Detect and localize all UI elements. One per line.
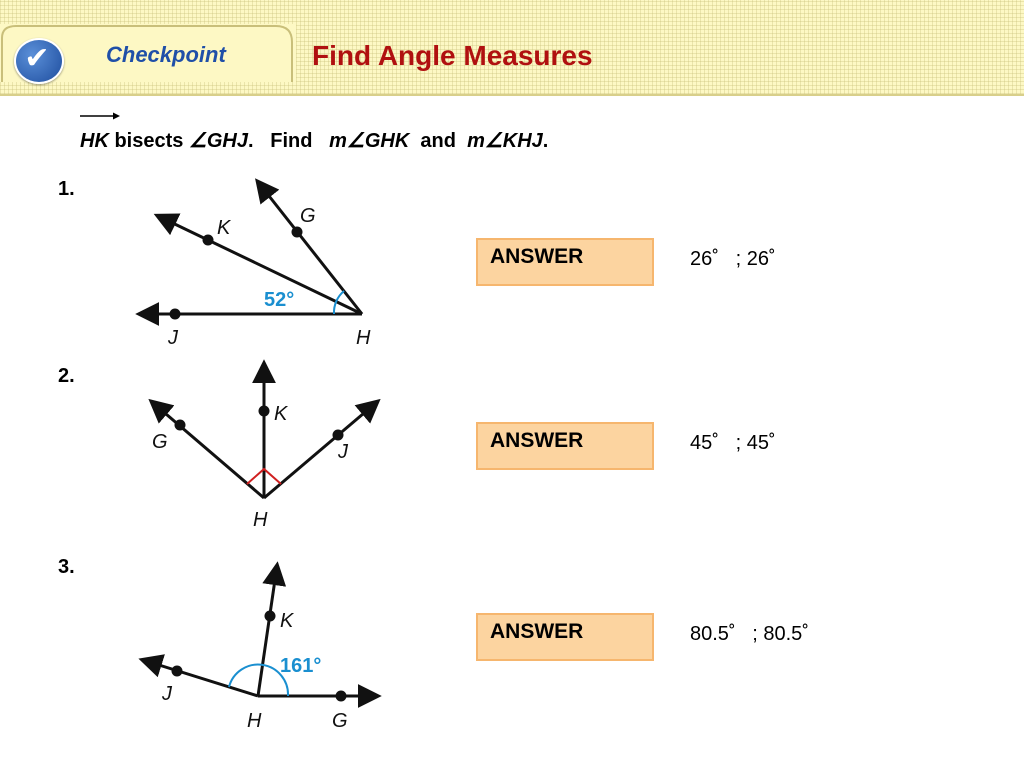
- checkpoint-label: Checkpoint: [106, 42, 226, 67]
- problem-number: 1.: [58, 178, 75, 200]
- measure-ghk: m∠GHK: [329, 130, 410, 152]
- prompt-text: bisects: [108, 130, 189, 152]
- answer-value: 80.5˚ ; 80.5˚: [690, 623, 809, 645]
- label-g: G: [300, 205, 316, 227]
- label-h: H: [247, 710, 262, 732]
- ray-hj: [143, 660, 258, 696]
- prompt-text: and: [409, 130, 468, 152]
- answer-box: [476, 613, 654, 661]
- point-j: [172, 666, 183, 677]
- label-g: G: [332, 710, 348, 732]
- label-k: K: [217, 217, 231, 239]
- problem-number: 2.: [58, 365, 75, 387]
- label-h: H: [356, 327, 371, 349]
- ray-hk: [258, 566, 277, 696]
- measure-khj: m∠KHJ: [467, 130, 543, 152]
- angle-measure-label: 161°: [280, 655, 322, 677]
- answer-label: ANSWER: [490, 429, 584, 452]
- prompt-text: .: [542, 130, 549, 152]
- problem-number: 3.: [58, 556, 75, 578]
- ray-hk: HK: [80, 130, 109, 152]
- angle-measure-label: 52°: [264, 289, 295, 311]
- angle-ghj: ∠GHJ: [188, 130, 248, 152]
- prompt-text: . Find: [248, 130, 330, 152]
- checkmark-icon: ✔: [24, 41, 50, 76]
- label-j: J: [162, 683, 172, 705]
- label-k: K: [274, 403, 288, 425]
- point-g: [336, 691, 347, 702]
- label-k: K: [280, 610, 294, 632]
- answer-label: ANSWER: [490, 620, 584, 643]
- point-k: [265, 611, 276, 622]
- label-j: J: [338, 441, 348, 463]
- page-title: Find Angle Measures: [312, 40, 593, 71]
- answer-label: ANSWER: [490, 245, 584, 268]
- label-h: H: [253, 509, 268, 531]
- answer-value: 45˚ ; 45˚: [690, 432, 776, 454]
- label-g: G: [152, 431, 168, 453]
- answer-value: 26˚ ; 26˚: [690, 248, 776, 270]
- label-j: J: [168, 327, 178, 349]
